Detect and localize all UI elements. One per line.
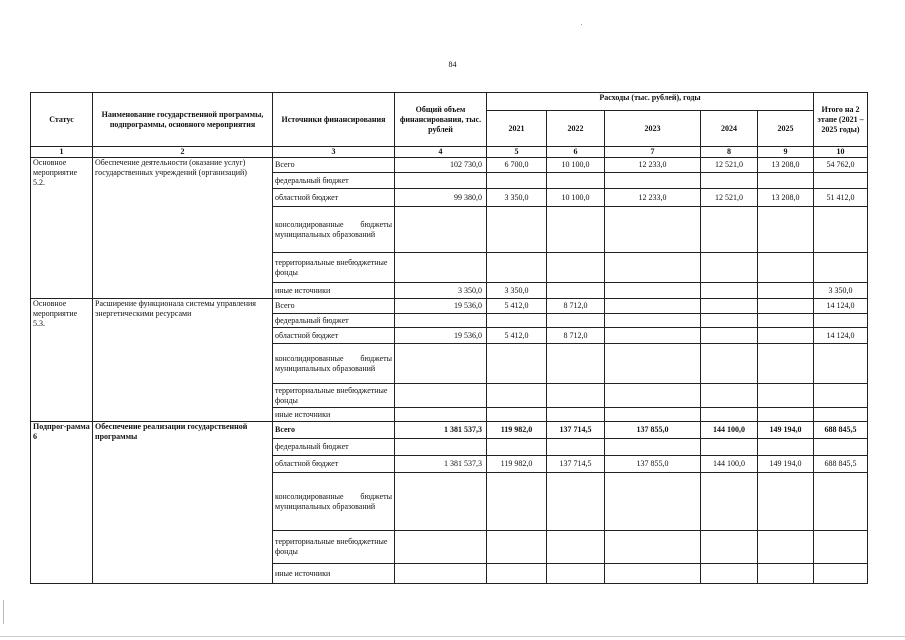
row-value-total: 19 536,0 bbox=[395, 299, 487, 314]
row-value-y2021: 5 412,0 bbox=[487, 299, 547, 314]
header-year: 2023 bbox=[605, 111, 701, 147]
row-value-y2025: 149 194,0 bbox=[758, 456, 814, 473]
scan-bottom-edge bbox=[0, 636, 905, 637]
row-value-y2022 bbox=[547, 408, 605, 422]
row-value-y2024: 12 521,0 bbox=[701, 189, 758, 207]
row-value-total bbox=[395, 564, 487, 584]
row-name: Обеспечение реализации государственной программы bbox=[93, 422, 273, 584]
row-value-y2025 bbox=[758, 173, 814, 189]
row-value-y2024: 144 100,0 bbox=[701, 422, 758, 439]
row-value-y2022 bbox=[547, 314, 605, 328]
row-value-y2025 bbox=[758, 344, 814, 384]
row-value-y2023: 137 855,0 bbox=[605, 422, 701, 439]
row-value-y2025 bbox=[758, 299, 814, 314]
row-value-total bbox=[395, 207, 487, 253]
row-value-total bbox=[395, 173, 487, 189]
row-value-y2023 bbox=[605, 173, 701, 189]
row-value-y2025: 13 208,0 bbox=[758, 158, 814, 173]
row-value-y2025: 149 194,0 bbox=[758, 422, 814, 439]
scan-speck bbox=[581, 24, 582, 25]
row-value-y2021 bbox=[487, 314, 547, 328]
row-value-y2022 bbox=[547, 473, 605, 531]
row-value-y2021: 5 412,0 bbox=[487, 328, 547, 344]
row-value-y2023 bbox=[605, 564, 701, 584]
row-value-y2021: 6 700,0 bbox=[487, 158, 547, 173]
table-body bbox=[31, 158, 868, 584]
row-source: территориальные внебюджетные фонды bbox=[273, 253, 395, 283]
row-value-y2021 bbox=[487, 384, 547, 408]
row-value-stage: 688 845,5 bbox=[814, 456, 868, 473]
header-year: 2025 bbox=[758, 111, 814, 147]
row-source: областной бюджет bbox=[273, 456, 395, 473]
row-value-total: 3 350,0 bbox=[395, 283, 487, 299]
row-value-stage bbox=[814, 439, 868, 456]
index-cell: 5 bbox=[487, 147, 547, 158]
row-value-y2021 bbox=[487, 473, 547, 531]
row-source: консолидированные бюджеты муниципальных образований bbox=[273, 207, 395, 253]
row-value-y2024 bbox=[701, 384, 758, 408]
row-status: Подпрог-рамма 6 bbox=[31, 422, 93, 584]
row-value-stage: 14 124,0 bbox=[814, 328, 868, 344]
row-value-y2022 bbox=[547, 384, 605, 408]
row-value-y2024 bbox=[701, 207, 758, 253]
row-value-total: 1 381 537,3 bbox=[395, 422, 487, 439]
index-cell: 9 bbox=[758, 147, 814, 158]
row-value-stage bbox=[814, 344, 868, 384]
row-value-total bbox=[395, 253, 487, 283]
row-source: Всего bbox=[273, 422, 395, 439]
index-cell: 1 bbox=[31, 147, 93, 158]
row-value-y2025 bbox=[758, 253, 814, 283]
row-value-y2021: 3 350,0 bbox=[487, 189, 547, 207]
row-value-stage: 14 124,0 bbox=[814, 299, 868, 314]
row-source: областной бюджет bbox=[273, 328, 395, 344]
row-value-y2021 bbox=[487, 253, 547, 283]
row-value-y2023 bbox=[605, 283, 701, 299]
row-value-y2021 bbox=[487, 564, 547, 584]
row-value-y2021 bbox=[487, 207, 547, 253]
row-value-y2023: 12 233,0 bbox=[605, 158, 701, 173]
row-value-y2025: 13 208,0 bbox=[758, 189, 814, 207]
row-value-stage bbox=[814, 314, 868, 328]
row-value-y2025 bbox=[758, 439, 814, 456]
index-cell: 4 bbox=[395, 147, 487, 158]
row-value-y2023 bbox=[605, 299, 701, 314]
row-status: Основное мероприятие 5.2. bbox=[31, 158, 93, 299]
row-value-y2024 bbox=[701, 473, 758, 531]
index-cell: 2 bbox=[93, 147, 273, 158]
row-value-y2022 bbox=[547, 439, 605, 456]
row-value-y2025 bbox=[758, 283, 814, 299]
row-value-y2023 bbox=[605, 439, 701, 456]
row-value-stage: 688 845,5 bbox=[814, 422, 868, 439]
row-value-y2023 bbox=[605, 328, 701, 344]
row-value-y2022 bbox=[547, 173, 605, 189]
row-value-y2025 bbox=[758, 207, 814, 253]
row-value-y2022 bbox=[547, 564, 605, 584]
row-value-y2023 bbox=[605, 473, 701, 531]
row-value-y2024 bbox=[701, 328, 758, 344]
row-value-y2021: 119 982,0 bbox=[487, 422, 547, 439]
row-value-stage bbox=[814, 564, 868, 584]
scan-edge-mark bbox=[3, 600, 4, 624]
row-value-stage bbox=[814, 253, 868, 283]
row-name: Расширение функционала системы управления энергетическими ресурсами bbox=[93, 299, 273, 422]
row-value-total bbox=[395, 384, 487, 408]
row-value-total: 99 380,0 bbox=[395, 189, 487, 207]
row-status: Основное мероприятие 5.3. bbox=[31, 299, 93, 422]
row-value-y2024 bbox=[701, 173, 758, 189]
row-source: консолидированные бюджеты муниципальных образований bbox=[273, 344, 395, 384]
row-value-total bbox=[395, 344, 487, 384]
row-value-y2025 bbox=[758, 531, 814, 564]
index-cell: 3 bbox=[273, 147, 395, 158]
header-status: Статус bbox=[31, 93, 93, 147]
table-row bbox=[31, 299, 868, 314]
row-value-stage bbox=[814, 531, 868, 564]
row-source: федеральный бюджет bbox=[273, 314, 395, 328]
header-year: 2022 bbox=[547, 111, 605, 147]
row-value-stage: 54 762,0 bbox=[814, 158, 868, 173]
row-value-y2024 bbox=[701, 439, 758, 456]
header-year: 2024 bbox=[701, 111, 758, 147]
row-source: территориальные внебюджетные фонды bbox=[273, 531, 395, 564]
row-value-total bbox=[395, 531, 487, 564]
row-value-y2024 bbox=[701, 314, 758, 328]
row-value-y2025 bbox=[758, 328, 814, 344]
row-value-y2025 bbox=[758, 314, 814, 328]
row-value-total: 102 730,0 bbox=[395, 158, 487, 173]
row-value-y2021 bbox=[487, 408, 547, 422]
row-value-y2023 bbox=[605, 344, 701, 384]
row-value-total bbox=[395, 473, 487, 531]
row-value-y2024 bbox=[701, 253, 758, 283]
row-value-y2024 bbox=[701, 564, 758, 584]
row-value-y2022: 137 714,5 bbox=[547, 422, 605, 439]
row-value-y2021 bbox=[487, 173, 547, 189]
header-expenses: Расходы (тыс. рублей), годы bbox=[487, 93, 814, 111]
header-name: Наименование государственной программы, подпрограммы, основного мероприятия bbox=[93, 93, 273, 147]
row-value-stage bbox=[814, 408, 868, 422]
row-value-y2024 bbox=[701, 408, 758, 422]
row-value-stage bbox=[814, 173, 868, 189]
row-value-total: 19 536,0 bbox=[395, 328, 487, 344]
page-number: 84 bbox=[448, 60, 457, 69]
row-value-y2025 bbox=[758, 408, 814, 422]
row-value-stage: 51 412,0 bbox=[814, 189, 868, 207]
row-value-total bbox=[395, 439, 487, 456]
table-row bbox=[31, 422, 868, 439]
row-value-y2022 bbox=[547, 531, 605, 564]
row-source: Всего bbox=[273, 158, 395, 173]
row-value-total: 1 381 537,3 bbox=[395, 456, 487, 473]
row-source: иные источники bbox=[273, 564, 395, 584]
row-value-stage bbox=[814, 207, 868, 253]
row-value-y2022: 10 100,0 bbox=[547, 189, 605, 207]
row-value-y2022: 8 712,0 bbox=[547, 328, 605, 344]
row-value-y2023 bbox=[605, 531, 701, 564]
row-source: иные источники bbox=[273, 408, 395, 422]
index-cell: 6 bbox=[547, 147, 605, 158]
row-value-y2022: 137 714,5 bbox=[547, 456, 605, 473]
index-cell: 10 bbox=[814, 147, 868, 158]
row-value-y2023 bbox=[605, 253, 701, 283]
row-value-y2024 bbox=[701, 283, 758, 299]
row-value-y2022 bbox=[547, 253, 605, 283]
row-value-y2025 bbox=[758, 564, 814, 584]
row-value-y2021 bbox=[487, 531, 547, 564]
row-value-y2022 bbox=[547, 207, 605, 253]
row-value-y2021 bbox=[487, 344, 547, 384]
header-total: Общий объем финансирования, тыс. рублей bbox=[395, 93, 487, 147]
header-row-top bbox=[31, 93, 868, 111]
header-year: 2021 bbox=[487, 111, 547, 147]
row-value-total bbox=[395, 314, 487, 328]
financing-table bbox=[30, 92, 868, 584]
row-value-y2025 bbox=[758, 384, 814, 408]
row-value-y2022: 10 100,0 bbox=[547, 158, 605, 173]
row-value-stage: 3 350,0 bbox=[814, 283, 868, 299]
table-row bbox=[31, 158, 868, 173]
row-source: иные источники bbox=[273, 283, 395, 299]
row-value-y2021 bbox=[487, 439, 547, 456]
row-source: Всего bbox=[273, 299, 395, 314]
row-source: областной бюджет bbox=[273, 189, 395, 207]
row-source: консолидированные бюджеты муниципальных образований bbox=[273, 473, 395, 531]
row-value-y2022: 8 712,0 bbox=[547, 299, 605, 314]
row-value-y2021: 3 350,0 bbox=[487, 283, 547, 299]
row-value-y2023 bbox=[605, 314, 701, 328]
row-value-stage bbox=[814, 473, 868, 531]
row-value-stage bbox=[814, 384, 868, 408]
row-value-y2024: 144 100,0 bbox=[701, 456, 758, 473]
row-value-y2024 bbox=[701, 299, 758, 314]
row-value-y2023: 12 233,0 bbox=[605, 189, 701, 207]
index-row bbox=[31, 147, 868, 158]
row-value-y2023: 137 855,0 bbox=[605, 456, 701, 473]
row-value-y2022 bbox=[547, 283, 605, 299]
row-value-y2024 bbox=[701, 531, 758, 564]
row-source: федеральный бюджет bbox=[273, 439, 395, 456]
row-value-y2023 bbox=[605, 384, 701, 408]
row-value-y2023 bbox=[605, 408, 701, 422]
row-value-y2022 bbox=[547, 344, 605, 384]
row-value-y2025 bbox=[758, 473, 814, 531]
index-cell: 7 bbox=[605, 147, 701, 158]
row-value-y2021: 119 982,0 bbox=[487, 456, 547, 473]
row-value-y2024: 12 521,0 bbox=[701, 158, 758, 173]
row-name: Обеспечение деятельности (оказание услуг) государственных учреждений (организаций) bbox=[93, 158, 273, 299]
row-source: федеральный бюджет bbox=[273, 173, 395, 189]
row-value-y2023 bbox=[605, 207, 701, 253]
row-source: территориальные внебюджетные фонды bbox=[273, 384, 395, 408]
row-value-total bbox=[395, 408, 487, 422]
row-value-y2024 bbox=[701, 344, 758, 384]
header-sources: Источники финансирования bbox=[273, 93, 395, 147]
index-cell: 8 bbox=[701, 147, 758, 158]
header-stage-total: Итого на 2 этапе (2021 – 2025 годы) bbox=[814, 93, 868, 147]
